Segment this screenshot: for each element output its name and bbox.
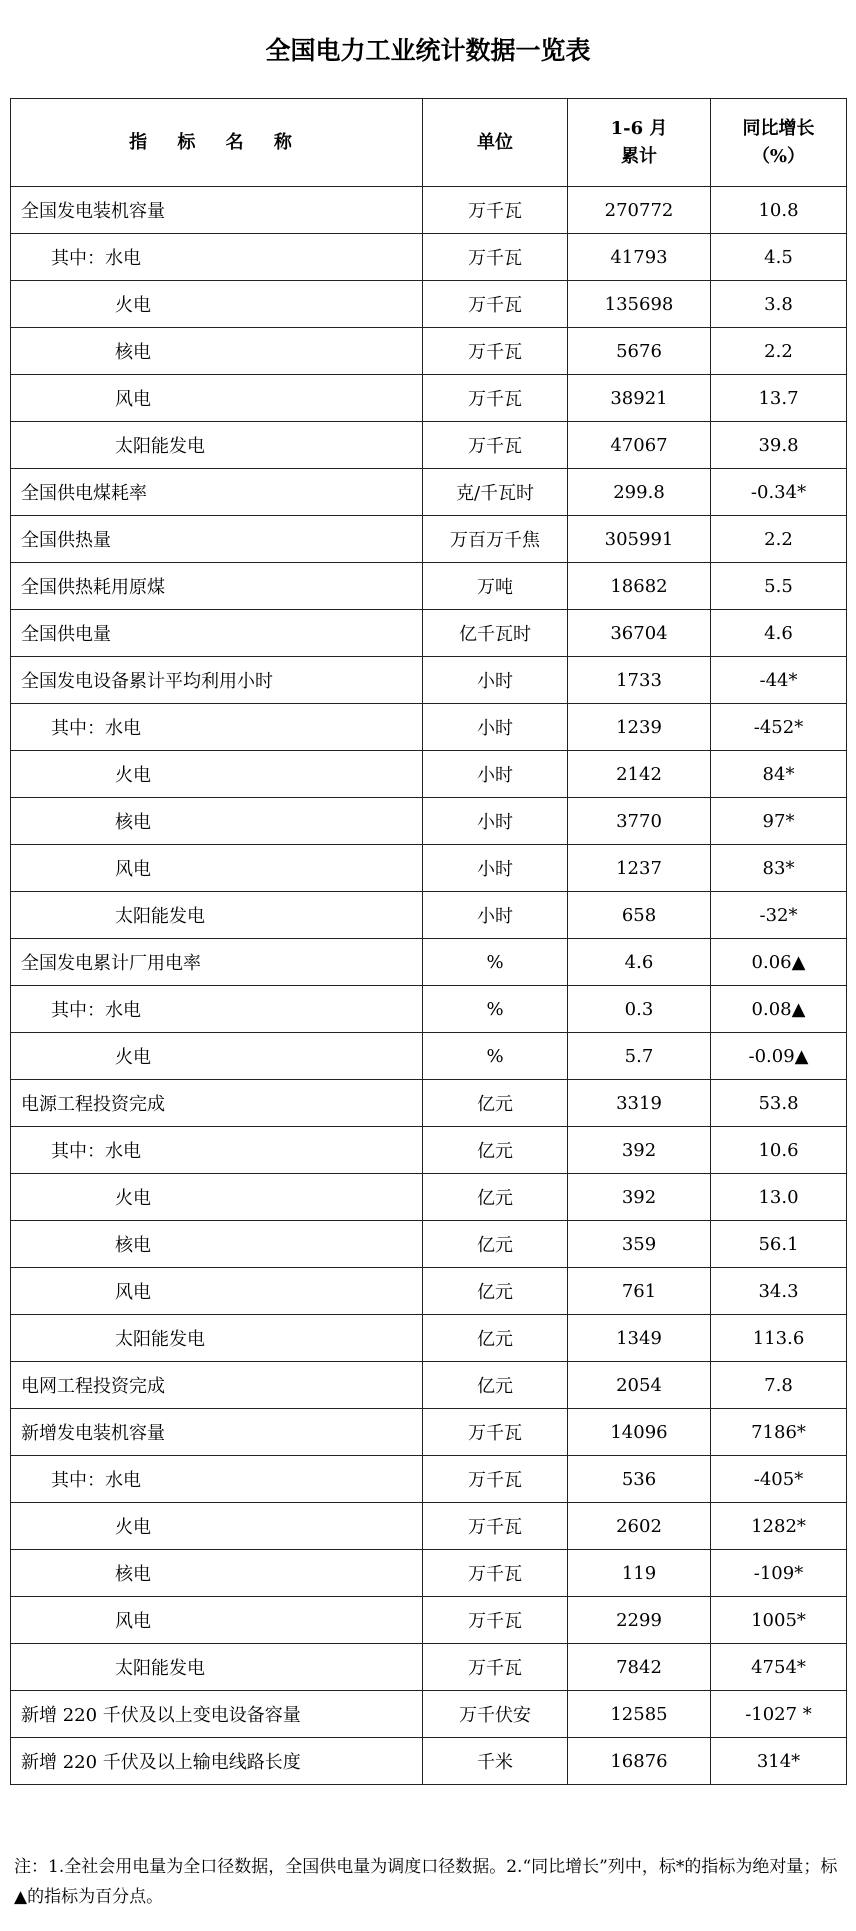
table-row bbox=[11, 1597, 847, 1644]
unit-cell: 小时 bbox=[423, 657, 568, 704]
yoy-growth-cell: 39.8 bbox=[711, 422, 847, 469]
table-row bbox=[11, 610, 847, 657]
unit-cell: 亿元 bbox=[423, 1174, 568, 1221]
cumulative-value-cell: 7842 bbox=[568, 1644, 711, 1691]
indicator-name-cell: 其中：水电 bbox=[11, 704, 423, 751]
cumulative-value-cell: 761 bbox=[568, 1268, 711, 1315]
indicator-name-cell: 风电 bbox=[11, 1597, 423, 1644]
yoy-growth-cell: 10.6 bbox=[711, 1127, 847, 1174]
unit-cell: 小时 bbox=[423, 751, 568, 798]
unit-cell: 亿元 bbox=[423, 1362, 568, 1409]
table-row bbox=[11, 281, 847, 328]
table-row bbox=[11, 1691, 847, 1738]
yoy-growth-cell: 34.3 bbox=[711, 1268, 847, 1315]
table-row bbox=[11, 328, 847, 375]
cumulative-value-cell: 12585 bbox=[568, 1691, 711, 1738]
unit-cell: 万千瓦 bbox=[423, 281, 568, 328]
indicator-name-cell: 新增发电装机容量 bbox=[11, 1409, 423, 1456]
indicator-name-cell: 其中：水电 bbox=[11, 1456, 423, 1503]
indicator-name-cell: 火电 bbox=[11, 281, 423, 328]
yoy-growth-cell: 84* bbox=[711, 751, 847, 798]
indicator-name-cell: 全国供电量 bbox=[11, 610, 423, 657]
header-cumulative: 1-6 月 累计 bbox=[568, 99, 711, 187]
unit-cell: 万吨 bbox=[423, 563, 568, 610]
table-row bbox=[11, 1127, 847, 1174]
indicator-name-cell: 核电 bbox=[11, 798, 423, 845]
table-row bbox=[11, 939, 847, 986]
indicator-name-cell: 太阳能发电 bbox=[11, 1644, 423, 1691]
unit-cell: 万千瓦 bbox=[423, 1644, 568, 1691]
cumulative-value-cell: 14096 bbox=[568, 1409, 711, 1456]
yoy-growth-cell: 4.6 bbox=[711, 610, 847, 657]
unit-cell: 万千瓦 bbox=[423, 1503, 568, 1550]
indicator-name-cell: 火电 bbox=[11, 1174, 423, 1221]
cumulative-value-cell: 392 bbox=[568, 1174, 711, 1221]
cumulative-value-cell: 47067 bbox=[568, 422, 711, 469]
yoy-growth-cell: 56.1 bbox=[711, 1221, 847, 1268]
yoy-growth-cell: -109* bbox=[711, 1550, 847, 1597]
unit-cell: % bbox=[423, 986, 568, 1033]
header-unit: 单位 bbox=[423, 99, 568, 187]
table-row bbox=[11, 187, 847, 234]
indicator-name-cell: 太阳能发电 bbox=[11, 892, 423, 939]
unit-cell: 小时 bbox=[423, 845, 568, 892]
cumulative-value-cell: 36704 bbox=[568, 610, 711, 657]
cumulative-value-cell: 0.3 bbox=[568, 986, 711, 1033]
yoy-growth-cell: 2.2 bbox=[711, 516, 847, 563]
cumulative-value-cell: 299.8 bbox=[568, 469, 711, 516]
cumulative-value-cell: 5.7 bbox=[568, 1033, 711, 1080]
indicator-name-cell: 核电 bbox=[11, 328, 423, 375]
table-row bbox=[11, 1456, 847, 1503]
yoy-growth-cell: 5.5 bbox=[711, 563, 847, 610]
table-row bbox=[11, 516, 847, 563]
indicator-name-cell: 风电 bbox=[11, 1268, 423, 1315]
yoy-growth-cell: 113.6 bbox=[711, 1315, 847, 1362]
indicator-name-cell: 电网工程投资完成 bbox=[11, 1362, 423, 1409]
indicator-name-cell: 其中：水电 bbox=[11, 986, 423, 1033]
yoy-growth-cell: 13.7 bbox=[711, 375, 847, 422]
table-row bbox=[11, 422, 847, 469]
indicator-name-cell: 风电 bbox=[11, 845, 423, 892]
table-row bbox=[11, 469, 847, 516]
cumulative-value-cell: 119 bbox=[568, 1550, 711, 1597]
table-row bbox=[11, 1221, 847, 1268]
cumulative-value-cell: 135698 bbox=[568, 281, 711, 328]
unit-cell: 万千瓦 bbox=[423, 234, 568, 281]
yoy-growth-cell: -1027 * bbox=[711, 1691, 847, 1738]
yoy-growth-cell: 83* bbox=[711, 845, 847, 892]
cumulative-value-cell: 2142 bbox=[568, 751, 711, 798]
unit-cell: 小时 bbox=[423, 798, 568, 845]
unit-cell: 千米 bbox=[423, 1738, 568, 1785]
unit-cell: 万千瓦 bbox=[423, 422, 568, 469]
unit-cell: 亿元 bbox=[423, 1127, 568, 1174]
table-row bbox=[11, 563, 847, 610]
yoy-growth-cell: 7186* bbox=[711, 1409, 847, 1456]
table-row bbox=[11, 704, 847, 751]
indicator-name-cell: 火电 bbox=[11, 1503, 423, 1550]
yoy-growth-cell: 10.8 bbox=[711, 187, 847, 234]
indicator-name-cell: 太阳能发电 bbox=[11, 1315, 423, 1362]
table-row bbox=[11, 234, 847, 281]
indicator-name-cell: 全国发电设备累计平均利用小时 bbox=[11, 657, 423, 704]
table-row bbox=[11, 798, 847, 845]
indicator-name-cell: 核电 bbox=[11, 1221, 423, 1268]
unit-cell: 万千瓦 bbox=[423, 375, 568, 422]
table-row bbox=[11, 1033, 847, 1080]
cumulative-value-cell: 41793 bbox=[568, 234, 711, 281]
indicator-name-cell: 核电 bbox=[11, 1550, 423, 1597]
yoy-growth-cell: -405* bbox=[711, 1456, 847, 1503]
indicator-name-cell: 电源工程投资完成 bbox=[11, 1080, 423, 1127]
table-row bbox=[11, 1268, 847, 1315]
cumulative-value-cell: 5676 bbox=[568, 328, 711, 375]
footnote: 注：1.全社会用电量为全口径数据，全国供电量为调度口径数据。2.“同比增长”列中，标*的指标为绝对量；标▲的指标为百分点。 bbox=[14, 1857, 838, 1907]
indicator-name-cell: 全国供电煤耗率 bbox=[11, 469, 423, 516]
cumulative-value-cell: 2299 bbox=[568, 1597, 711, 1644]
unit-cell: 小时 bbox=[423, 704, 568, 751]
table-row bbox=[11, 1503, 847, 1550]
cumulative-value-cell: 392 bbox=[568, 1127, 711, 1174]
unit-cell: % bbox=[423, 1033, 568, 1080]
table-row bbox=[11, 1362, 847, 1409]
unit-cell: % bbox=[423, 939, 568, 986]
yoy-growth-cell: 53.8 bbox=[711, 1080, 847, 1127]
indicator-name-cell: 太阳能发电 bbox=[11, 422, 423, 469]
unit-cell: 亿元 bbox=[423, 1315, 568, 1362]
yoy-growth-cell: 97* bbox=[711, 798, 847, 845]
indicator-name-cell: 火电 bbox=[11, 1033, 423, 1080]
cumulative-value-cell: 1237 bbox=[568, 845, 711, 892]
unit-cell: 亿元 bbox=[423, 1268, 568, 1315]
table-row bbox=[11, 375, 847, 422]
table-row bbox=[11, 1080, 847, 1127]
cumulative-value-cell: 536 bbox=[568, 1456, 711, 1503]
yoy-growth-cell: 3.8 bbox=[711, 281, 847, 328]
cumulative-value-cell: 18682 bbox=[568, 563, 711, 610]
indicator-name-cell: 全国发电装机容量 bbox=[11, 187, 423, 234]
indicator-name-cell: 全国供热量 bbox=[11, 516, 423, 563]
yoy-growth-cell: 314* bbox=[711, 1738, 847, 1785]
yoy-growth-cell: 2.2 bbox=[711, 328, 847, 375]
indicator-name-cell: 其中：水电 bbox=[11, 1127, 423, 1174]
unit-cell: 万千瓦 bbox=[423, 1550, 568, 1597]
header-indicator-name: 指 标 名 称 bbox=[11, 99, 423, 187]
table-row bbox=[11, 657, 847, 704]
cumulative-value-cell: 4.6 bbox=[568, 939, 711, 986]
page-title: 全国电力工业统计数据一览表 bbox=[265, 36, 591, 65]
yoy-growth-cell: 4.5 bbox=[711, 234, 847, 281]
cumulative-value-cell: 3319 bbox=[568, 1080, 711, 1127]
cumulative-value-cell: 2054 bbox=[568, 1362, 711, 1409]
unit-cell: 万千瓦 bbox=[423, 1409, 568, 1456]
yoy-growth-cell: -452* bbox=[711, 704, 847, 751]
unit-cell: 万千瓦 bbox=[423, 187, 568, 234]
cumulative-value-cell: 270772 bbox=[568, 187, 711, 234]
table-row bbox=[11, 1644, 847, 1691]
unit-cell: 万千瓦 bbox=[423, 1597, 568, 1644]
unit-cell: 万千瓦 bbox=[423, 328, 568, 375]
yoy-growth-cell: 7.8 bbox=[711, 1362, 847, 1409]
cumulative-value-cell: 2602 bbox=[568, 1503, 711, 1550]
yoy-growth-cell: 0.06▲ bbox=[711, 939, 847, 986]
yoy-growth-cell: -44* bbox=[711, 657, 847, 704]
table-row bbox=[11, 845, 847, 892]
cumulative-value-cell: 1349 bbox=[568, 1315, 711, 1362]
table-row bbox=[11, 1738, 847, 1785]
yoy-growth-cell: -32* bbox=[711, 892, 847, 939]
cumulative-value-cell: 1733 bbox=[568, 657, 711, 704]
unit-cell: 亿元 bbox=[423, 1080, 568, 1127]
unit-cell: 小时 bbox=[423, 892, 568, 939]
cumulative-value-cell: 305991 bbox=[568, 516, 711, 563]
cumulative-value-cell: 38921 bbox=[568, 375, 711, 422]
table-header-row bbox=[11, 99, 847, 187]
header-yoy-growth: 同比增长 （%） bbox=[711, 99, 847, 187]
cumulative-value-cell: 1239 bbox=[568, 704, 711, 751]
unit-cell: 亿千瓦时 bbox=[423, 610, 568, 657]
indicator-name-cell: 全国供热耗用原煤 bbox=[11, 563, 423, 610]
cumulative-value-cell: 16876 bbox=[568, 1738, 711, 1785]
yoy-growth-cell: 4754* bbox=[711, 1644, 847, 1691]
indicator-name-cell: 其中：水电 bbox=[11, 234, 423, 281]
yoy-growth-cell: -0.09▲ bbox=[711, 1033, 847, 1080]
unit-cell: 万千伏安 bbox=[423, 1691, 568, 1738]
yoy-growth-cell: 1005* bbox=[711, 1597, 847, 1644]
indicator-name-cell: 新增 220 千伏及以上变电设备容量 bbox=[11, 1691, 423, 1738]
table-row bbox=[11, 892, 847, 939]
statistics-table bbox=[10, 98, 847, 1785]
table-row bbox=[11, 1550, 847, 1597]
indicator-name-cell: 火电 bbox=[11, 751, 423, 798]
cumulative-value-cell: 3770 bbox=[568, 798, 711, 845]
yoy-growth-cell: 0.08▲ bbox=[711, 986, 847, 1033]
indicator-name-cell: 风电 bbox=[11, 375, 423, 422]
unit-cell: 万千瓦 bbox=[423, 1456, 568, 1503]
unit-cell: 万百万千焦 bbox=[423, 516, 568, 563]
indicator-name-cell: 新增 220 千伏及以上输电线路长度 bbox=[11, 1738, 423, 1785]
table-row bbox=[11, 986, 847, 1033]
table-row bbox=[11, 1174, 847, 1221]
indicator-name-cell: 全国发电累计厂用电率 bbox=[11, 939, 423, 986]
yoy-growth-cell: -0.34* bbox=[711, 469, 847, 516]
cumulative-value-cell: 359 bbox=[568, 1221, 711, 1268]
unit-cell: 克/千瓦时 bbox=[423, 469, 568, 516]
yoy-growth-cell: 13.0 bbox=[711, 1174, 847, 1221]
yoy-growth-cell: 1282* bbox=[711, 1503, 847, 1550]
table-row bbox=[11, 1409, 847, 1456]
unit-cell: 亿元 bbox=[423, 1221, 568, 1268]
table-row bbox=[11, 751, 847, 798]
cumulative-value-cell: 658 bbox=[568, 892, 711, 939]
table-row bbox=[11, 1315, 847, 1362]
